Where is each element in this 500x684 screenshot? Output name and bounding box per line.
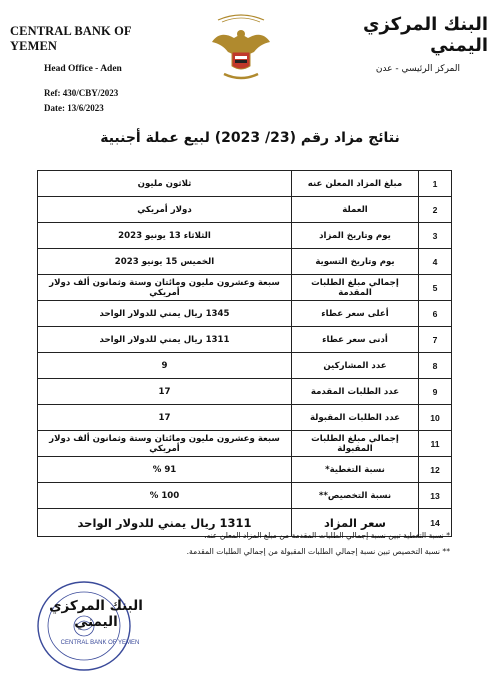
table-row (38, 249, 452, 275)
table-row (38, 483, 452, 509)
row-item: مبلغ المزاد المعلن عنه (292, 171, 419, 197)
table-row (38, 301, 452, 327)
row-number: 5 (419, 275, 452, 301)
table-row (38, 353, 452, 379)
office-en: Head Office - Aden (44, 64, 122, 74)
header-english (10, 24, 180, 113)
row-value: سبعة وعشرون مليون ومائتان وستة وثمانون ألف دولار أمريكي (38, 431, 292, 457)
office-ar: المركز الرئيسي - عدن (375, 64, 460, 74)
table-row (38, 223, 452, 249)
footnote-allocation: ** نسبة التخصيص تبين نسبة إجمالي الطلبات المقبولة من إجمالي الطلبات المقدمة. (186, 547, 450, 556)
row-item: أعلى سعر عطاء (292, 301, 419, 327)
row-number: 14 (419, 509, 452, 537)
row-item: إجمالي مبلغ الطلبات المقبولة (292, 431, 419, 457)
table-row (38, 327, 452, 353)
row-item: عدد المشاركين (292, 353, 419, 379)
row-number: 2 (419, 197, 452, 223)
reference-number: Ref: 430/CBY/2023 (44, 88, 119, 98)
row-number: 3 (419, 223, 452, 249)
table-row (38, 275, 452, 301)
row-item: سعر المزاد (292, 509, 419, 537)
table-row (38, 171, 452, 197)
row-number: 1 (419, 171, 452, 197)
document-date: Date: 13/6/2023 (44, 103, 104, 113)
row-value: 9 (38, 353, 292, 379)
row-item: نسبة التغطية* (292, 457, 419, 483)
row-number: 9 (419, 379, 452, 405)
table-row (38, 431, 452, 457)
row-number: 6 (419, 301, 452, 327)
signature-bank-name: البنك المركزي اليمني (49, 598, 143, 630)
auction-results-table (37, 170, 452, 537)
row-value: 1345 ريال يمني للدولار الواحد (38, 301, 292, 327)
row-value: 91 % (38, 457, 292, 483)
row-value: 17 (38, 405, 292, 431)
bank-name-ar: البنك المركزي اليمني (362, 14, 488, 56)
row-item: يوم وتاريخ المزاد (292, 223, 419, 249)
row-item: عدد الطلبات المقدمة (292, 379, 419, 405)
row-number: 13 (419, 483, 452, 509)
row-item: العملة (292, 197, 419, 223)
table-row (38, 197, 452, 223)
stamp-ring-text: CENTRAL BANK OF YEMEN (60, 640, 140, 646)
row-item: يوم وتاريخ التسوية (292, 249, 419, 275)
table-row (38, 457, 452, 483)
footnote-coverage: * نسبة التغطية تبين نسبة إجمالي الطلبات المقدمة من مبلغ المزاد المعلن عنه. (204, 531, 450, 540)
row-value: ثلاثون مليون (38, 171, 292, 197)
row-item: أدنى سعر عطاء (292, 327, 419, 353)
row-value: 100 % (38, 483, 292, 509)
row-value: 1311 ريال يمني للدولار الواحد (38, 327, 292, 353)
row-number: 12 (419, 457, 452, 483)
row-value: 17 (38, 379, 292, 405)
page-title: نتائج مزاد رقم (23/ 2023) لبيع عملة أجنبية (100, 130, 400, 146)
row-value: الثلاثاء 13 يونيو 2023 (38, 223, 292, 249)
row-number: 11 (419, 431, 452, 457)
row-value: الخميس 15 يونيو 2023 (38, 249, 292, 275)
row-number: 7 (419, 327, 452, 353)
table-row (38, 379, 452, 405)
row-item: نسبة التخصيص** (292, 483, 419, 509)
row-number: 4 (419, 249, 452, 275)
row-value: 1311 ريال يمني للدولار الواحد (38, 509, 292, 537)
row-item: عدد الطلبات المقبولة (292, 405, 419, 431)
table-row (38, 405, 452, 431)
yemen-eagle-emblem-icon (206, 8, 276, 88)
row-item: إجمالي مبلغ الطلبات المقدمة (292, 275, 419, 301)
row-number: 10 (419, 405, 452, 431)
header-arabic (318, 14, 488, 74)
row-number: 8 (419, 353, 452, 379)
bank-name-en: CENTRAL BANK OF YEMEN (10, 24, 132, 53)
row-value: دولار أمريكي (38, 197, 292, 223)
row-value: سبعة وعشرون مليون ومائتان وستة وثمانون ألف دولار أمريكي (38, 275, 292, 301)
footnotes (30, 528, 450, 560)
